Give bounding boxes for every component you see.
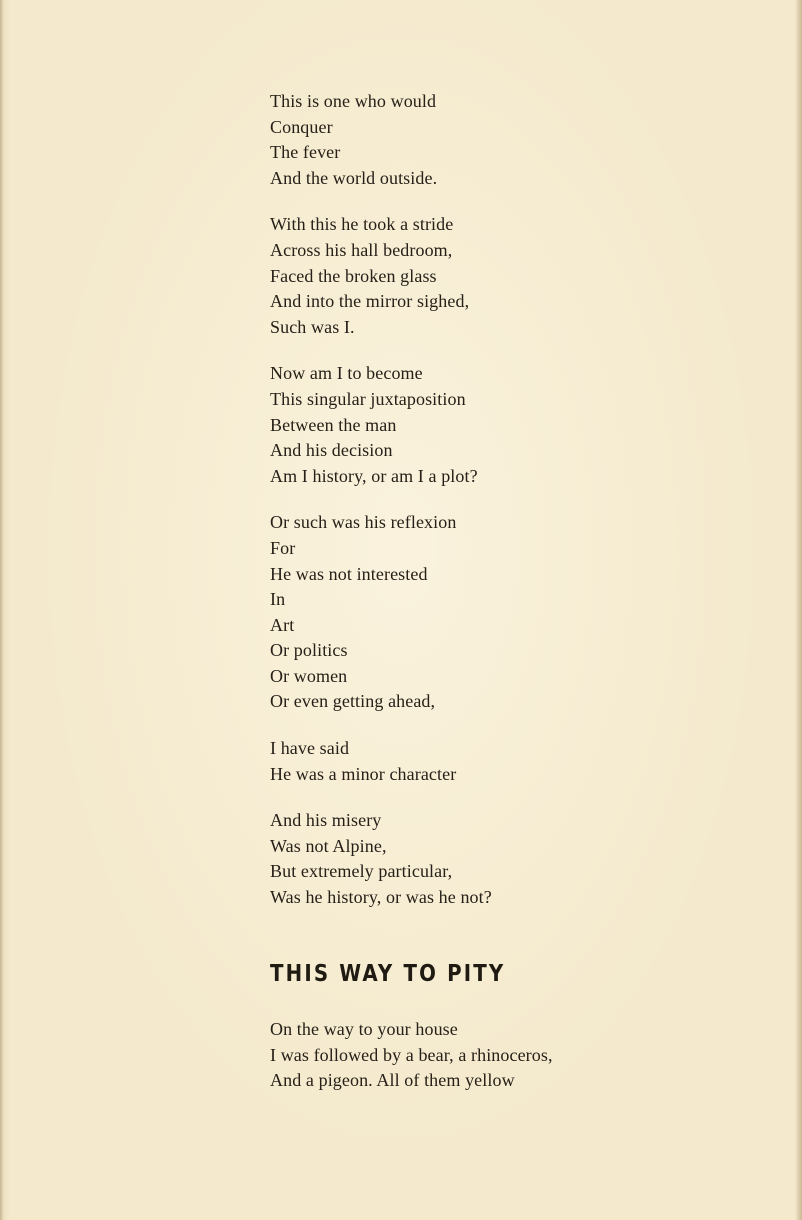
poem-line: Across his hall bedroom, xyxy=(270,239,453,260)
poem-line: Faced the broken glass xyxy=(270,265,437,286)
poem-line: Conquer xyxy=(270,116,333,137)
poem-line: This is one who would xyxy=(270,91,437,111)
poem-title: THIS WAY TO PITY xyxy=(270,961,506,987)
page-left-edge xyxy=(0,0,4,1220)
poem-line: I have said xyxy=(270,738,350,759)
poem-line: The fever xyxy=(270,142,341,163)
next-poem-body xyxy=(270,1017,770,1094)
poem-line: Am I history, or am I a plot? xyxy=(270,465,478,486)
stanza-1 xyxy=(270,89,770,191)
poem-line: Was not Alpine, xyxy=(270,835,387,856)
poem-line: In xyxy=(270,589,286,610)
poem-line: Now am I to become xyxy=(270,363,423,384)
poem-line: But extremely particular, xyxy=(270,861,453,882)
poem-line: Or such was his reflexion xyxy=(270,512,457,533)
poem-line: He was a minor character xyxy=(270,763,457,784)
poem-line: And the world outside. xyxy=(270,167,438,188)
stanza-5 xyxy=(270,736,770,787)
stanza-6 xyxy=(270,808,770,910)
stanza-3 xyxy=(270,361,770,489)
poem-line: Or even getting ahead, xyxy=(270,691,436,712)
poem-line: And a pigeon. All of them yellow xyxy=(270,1070,515,1091)
poem-line: I was followed by a bear, a rhinoceros, xyxy=(270,1044,553,1065)
poem-line: Art xyxy=(270,614,295,635)
poem-line: For xyxy=(270,537,296,558)
poem-line: Such was I. xyxy=(270,316,355,337)
poem-body xyxy=(270,89,770,932)
poem-line: With this he took a stride xyxy=(270,214,454,235)
poem-line: This singular juxtaposition xyxy=(270,388,466,409)
stanza-2 xyxy=(270,212,770,340)
poem-line: On the way to your house xyxy=(270,1019,458,1039)
poem-line: Or women xyxy=(270,665,348,686)
poem-line: And into the mirror sighed, xyxy=(270,291,470,312)
poem-line: Was he history, or was he not? xyxy=(270,887,492,908)
poem-line: Or politics xyxy=(270,640,348,661)
page-right-edge xyxy=(795,0,802,1220)
stanza-4 xyxy=(270,510,770,715)
poem-line: He was not interested xyxy=(270,563,428,584)
poem-line: Between the man xyxy=(270,414,397,435)
poem-line: And his misery xyxy=(270,810,382,831)
poem-line: And his decision xyxy=(270,440,393,461)
